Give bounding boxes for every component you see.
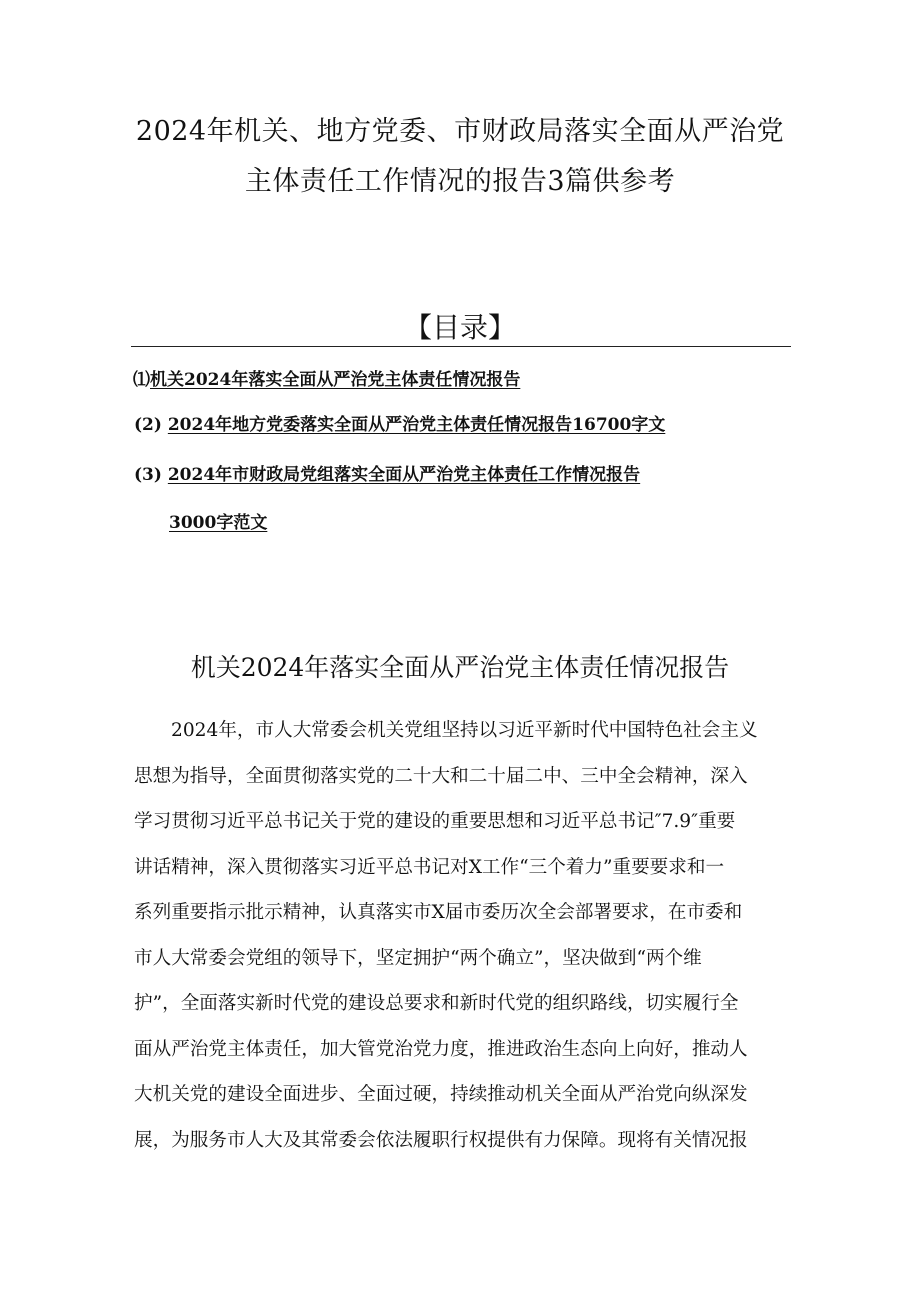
body-line: 2024年，市人大常委会机关党组坚持以习近平新时代中国特色社会主义 (171, 720, 758, 741)
toc-entry-number: ⑴ (133, 370, 150, 390)
toc-heading: 【目录】 (403, 311, 516, 344)
toc-entry-number: (2) (134, 415, 168, 435)
body-line: 展，为服务市人大及其常委会依法履职行权提供有力保障。现将有关情况报 (134, 1129, 748, 1151)
toc-divider (131, 346, 791, 347)
body-line: 大机关党的建设全面进步、全面过硬，持续推动机关全面从严治党向纵深发 (134, 1084, 748, 1105)
body-line: 系列重要指示批示精神，认真落实市X届市委历次全会部署要求，在市委和 (134, 902, 743, 923)
toc-entry-link[interactable]: 2024年市财政局党组落实全面从严治党主体责任工作情况报告 (167, 465, 641, 485)
toc-entry-1[interactable] (133, 371, 520, 389)
body-line: 面从严治党主体责任，加大管党治党力度，推进政治生态向上向好，推动人 (134, 1038, 748, 1060)
body-paragraph (134, 708, 794, 1163)
toc-entry-link[interactable]: 机关2024年落实全面从严治党主体责任情况报告 (150, 370, 521, 390)
document-title-line-1: 2024年机关、地方党委、市财政局落实全面从严治党 (135, 116, 785, 147)
toc-entry-link[interactable]: 3000字范文 (169, 513, 268, 533)
body-line: 思想为指导，全面贯彻落实党的二十大和二十届二中、三中全会精神，深入 (134, 765, 748, 787)
toc-entry-3[interactable] (134, 466, 640, 484)
toc-entry-number: (3) (134, 465, 168, 485)
body-line: 学习贯彻习近平总书记关于党的建设的重要思想和习近平总书记″7.9″重要 (134, 811, 736, 832)
toc-entry-2[interactable] (134, 416, 665, 434)
body-line: 市人大常委会党组的领导下，坚定拥护“两个确立”，坚决做到“两个维 (134, 947, 702, 969)
toc-entry-3-continued[interactable] (169, 514, 267, 532)
section-title: 机关2024年落实全面从严治党主体责任情况报告 (190, 653, 730, 682)
document-title-line-2: 主体责任工作情况的报告3篇供参考 (244, 166, 676, 197)
body-line: 护”，全面落实新时代党的建设总要求和新时代党的组织路线，切实履行全 (134, 993, 739, 1014)
toc-entry-link[interactable]: 2024年地方党委落实全面从严治党主体责任情况报告16700字文 (167, 415, 666, 435)
body-line: 讲话精神，深入贯彻落实习近平总书记对X工作“三个着力”重要要求和一 (134, 856, 725, 878)
